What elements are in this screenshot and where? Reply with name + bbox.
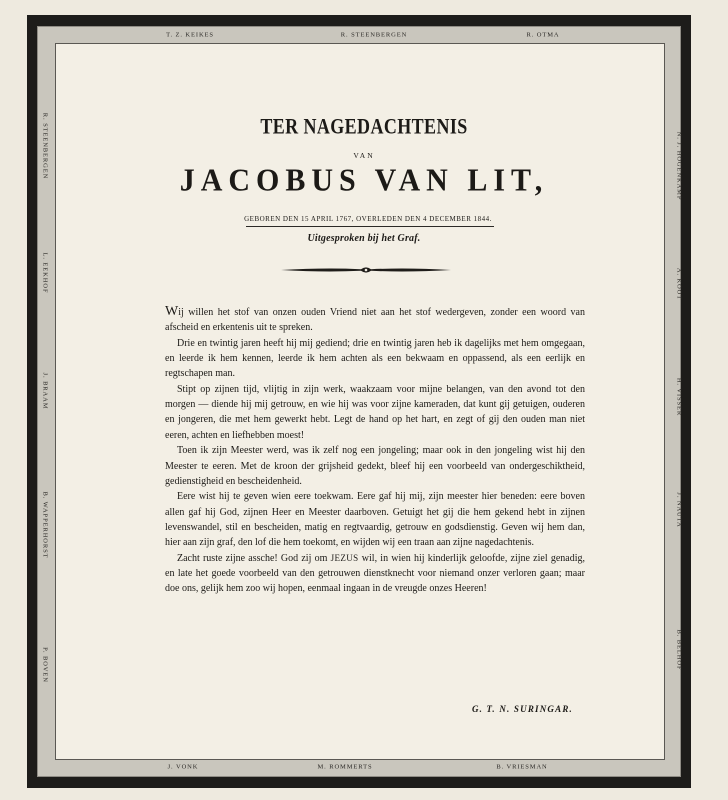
border-name: B. WAPPERHORST	[41, 491, 49, 559]
ornamental-rule-icon	[279, 264, 453, 276]
border-name: B. BELHOF	[675, 629, 683, 671]
eulogy-text	[165, 304, 585, 596]
dates-underline	[246, 226, 494, 227]
paragraph-text: wil, in wien hij kinderlijk geloofde, zijne ziel genadig, en late het goede voorbeeld van den getrouwen dienstknecht voor niemand onzer verloren gaan; maar doe ons, gelijk hem zoo wij hopen, eenmaal ingaan in de vreugde onzes Heeren!	[165, 552, 585, 595]
border-name: P. BOVEN	[41, 647, 49, 683]
border-name: B. VRIESMAN	[496, 763, 548, 771]
paragraph-text: Zacht ruste zijne assche! God zij om	[177, 552, 331, 564]
subtitle: Uitgesproken bij het Graf.	[307, 233, 421, 244]
title-van: VAN	[353, 151, 375, 160]
paragraph: Eere wist hij te geven wien eere toekwam. Eere gaf hij mij, zijn meester hier beneden: eere boven allen gaf hij God, zijnen Heer en Meester daarboven. Getuigt het gij die hem gekend hebt in zijnen levenswandel, stil en bescheiden, matig en regtvaardig, getrouw en godsdienstig. Geven wij hem dan, hier aan zijn graf, den lof die hem toekomt, en wijden wij een traan aan zijne nagedachtenis.	[165, 491, 585, 549]
author-signature: G. T. N. SURINGAR.	[471, 704, 573, 714]
paragraph-text: ij willen het stof van onzen ouden Vriend niet aan het stof wedergeven, zonder een woord van afscheid en erkentenis uit te spreken.	[165, 307, 585, 334]
border-name: H. VISSER	[675, 377, 683, 417]
emphasis-jezus: JEZUS	[330, 552, 359, 563]
border-name: L. EEKHOF	[41, 252, 49, 294]
border-name: R. STEENBERGEN	[41, 112, 49, 180]
border-name: M. ROMMERTS	[317, 763, 373, 771]
paragraph: Toen ik zijn Meester werd, was ik zelf nog een jongeling; maar ook in den jongeling wist hij den Meester te eeren. Met de kroon der grijsheid gedekt, bleef hij een voorbeeld van ondergeschiktheid, gedienstigheid en bescheidenheid.	[165, 445, 585, 487]
deceased-name: JACOBUS VAN LIT,	[179, 163, 549, 198]
drop-capital: W	[165, 304, 179, 319]
border-name: T. Z. KEIKES	[166, 31, 214, 39]
memorial-title: TER NAGEDACHTENIS	[260, 113, 468, 139]
life-dates: GEBOREN DEN 15 APRIL 1767, OVERLEDEN DEN 4 DECEMBER 1844.	[244, 215, 492, 223]
border-name: J. VONK	[167, 763, 199, 771]
paragraph: Drie en twintig jaren heeft hij mij gediend; drie en twintig jaren heb ik dagelijks met hem omgegaan, en leerde ik hem kennen, leerde ik hem achten als een bekwaam en oppassend, als een eerlijk en regtschapen man.	[165, 337, 585, 380]
paragraph: Stipt op zijnen tijd, vlijtig in zijn werk, waakzaam voor mijne belangen, van den avond tot den morgen — diende hij mij getrouw, en wie hij was voor zijne kameraden, dat kunt gij getuigen, ouderen en jongeren, die met hem gewerkt hebt. Legt de hand op het hart, en zegt of gij den ouden man niet eeren, achten en liefhebben moest!	[165, 384, 585, 441]
border-name: A. KOOT	[675, 267, 683, 301]
border-name: R. STEENBERGEN	[340, 31, 408, 39]
border-name: J. BRAAM	[41, 372, 49, 410]
border-name: R. OTMA	[526, 31, 560, 39]
paragraph	[165, 551, 585, 597]
border-name: J. NAUTA	[675, 492, 683, 528]
paragraph	[165, 304, 585, 335]
border-name: N. J. HOGENKAMP	[675, 131, 683, 201]
